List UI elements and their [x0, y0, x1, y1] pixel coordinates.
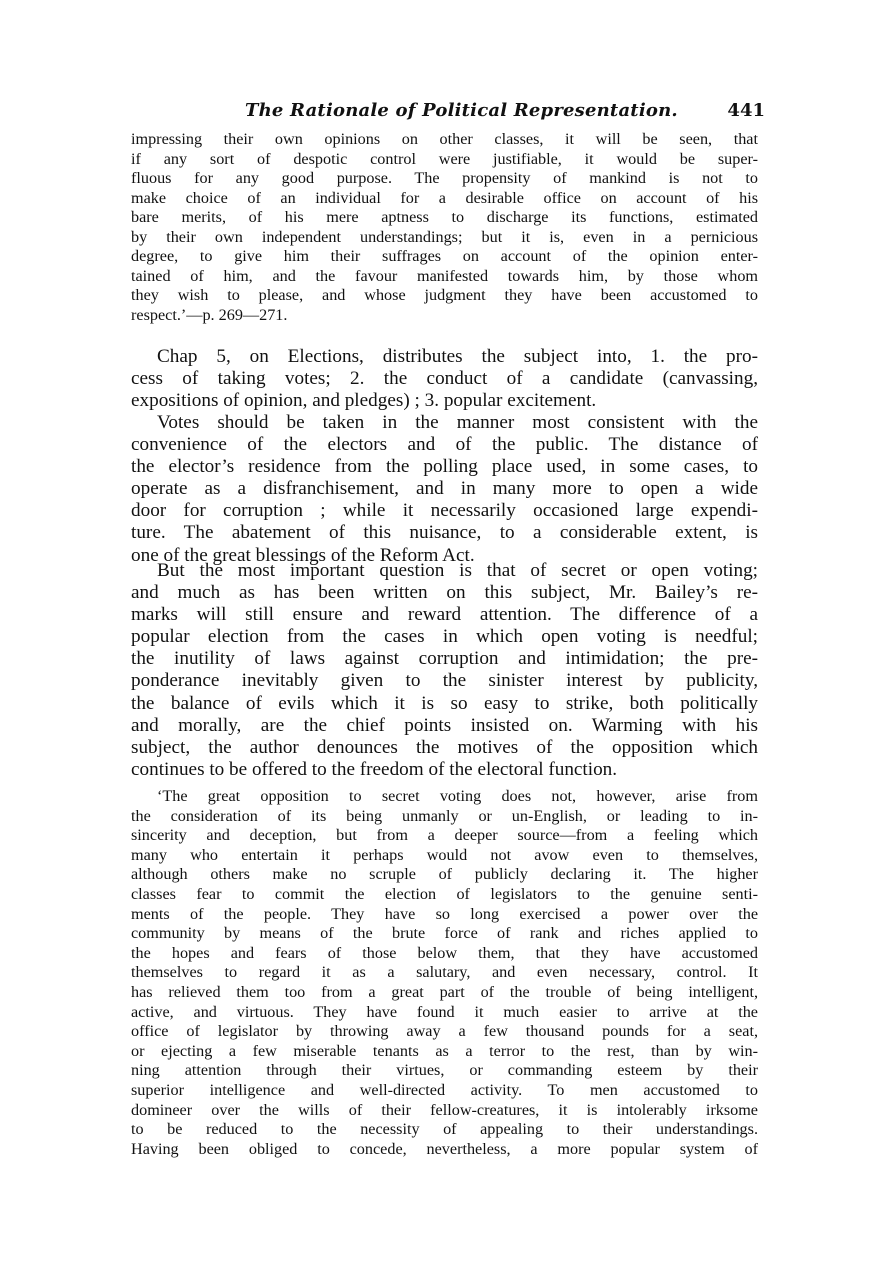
text-line: fluous for any good purpose. The propensity of mankind is not to: [131, 169, 758, 187]
text-line: impressing their own opinions on other classes, it will be seen, that: [131, 130, 758, 148]
running-head: [245, 100, 765, 130]
text-line: ning attention through their virtues, or commanding esteem by their: [131, 1061, 758, 1080]
text-line: superior intelligence and well-directed activity. To men accustomed to: [131, 1080, 758, 1099]
text-line: has relieved them too from a great part of the trouble of being intelligent,: [131, 982, 758, 1001]
text-line: themselves to regard it as a salutary, and even necessary, control. It: [131, 963, 758, 982]
text-line: or ejecting a few miserable tenants as a terror to the rest, than by win-: [131, 1041, 758, 1060]
text-line: popular election from the cases in which open voting is needful;: [131, 626, 758, 648]
text-line: classes fear to commit the election of legislators to the genuine senti-: [131, 884, 758, 903]
text-line: the hopes and fears of those below them, that they have accustomed: [131, 943, 758, 962]
text-line: by their own independent understandings; but it is, even in a pernicious: [131, 227, 758, 246]
text-line: door for corruption ; while it necessarily occasioned large expendi-: [131, 500, 758, 522]
text-line: and much as has been written on this subject, Mr. Bailey’s re-: [131, 582, 758, 604]
text-line: the inutility of laws against corruption and intimidation; the pre-: [131, 648, 758, 670]
text-line: bare merits, of his mere aptness to discharge its functions, estimated: [131, 208, 758, 226]
text-line: active, and virtuous. They have found it much easier to arrive at the: [131, 1002, 758, 1021]
paragraph-votes: [131, 412, 758, 567]
paragraph-open-voting: [131, 560, 758, 781]
text-line: expositions of opinion, and pledges) ; 3. popular excitement.: [131, 390, 597, 412]
text-line: convenience of the electors and of the public. The distance of: [131, 434, 758, 456]
text-line: ponderance inevitably given to the sinister interest by publicity,: [131, 670, 758, 692]
text-line: many who entertain it perhaps would not avow even to themselves,: [131, 845, 758, 864]
text-line: the elector’s residence from the polling place used, in some cases, to: [131, 456, 758, 478]
text-line: community by means of the brute force of rank and riches applied to: [131, 924, 758, 943]
text-line: Votes should be taken in the manner most consistent with the: [157, 412, 758, 433]
quoted-passage-bottom: [131, 787, 758, 1159]
text-line: tained of him, and the favour manifested towards him, by those whom: [131, 266, 758, 285]
text-line: sincerity and deception, but from a deeper source—from a feeling which: [131, 826, 758, 845]
text-line: Chap 5, on Elections, distributes the subject into, 1. the pro-: [157, 346, 758, 367]
text-line: they wish to please, and whose judgment they have been accustomed to: [131, 286, 758, 304]
text-line: degree, to give him their suffrages on account of the opinion enter-: [131, 247, 758, 265]
text-line: if any sort of despotic control were justifiable, it would be super-: [131, 149, 758, 168]
quoted-passage-top: [131, 130, 758, 325]
text-line: the consideration of its being unmanly or un-English, or leading to in-: [131, 806, 758, 825]
running-title: The Rationale of Political Representation.: [245, 100, 678, 121]
text-line: domineer over the wills of their fellow-creatures, it is intolerably irksome: [131, 1100, 758, 1119]
text-line: office of legislator by throwing away a few thousand pounds for a seat,: [131, 1022, 758, 1041]
text-line: operate as a disfranchisement, and in many more to open a wide: [131, 478, 758, 500]
text-line: and morally, are the chief points insisted on. Warming with his: [131, 714, 758, 736]
page-number: 441: [727, 100, 765, 121]
paragraph-chap5: [131, 346, 758, 412]
text-line: continues to be offered to the freedom of the electoral function.: [131, 758, 618, 780]
text-line: one of the great blessings of the Reform Act.: [131, 544, 475, 566]
text-line: cess of taking votes; 2. the conduct of a candidate (canvassing,: [131, 368, 758, 390]
text-line: ture. The abatement of this nuisance, to a considerable extent, is: [131, 522, 758, 544]
text-line: marks will still ensure and reward attention. The difference of a: [131, 604, 758, 626]
text-line: ‘The great opposition to secret voting does not, however, arise from: [157, 787, 758, 805]
text-line: to be reduced to the necessity of appealing to their understandings.: [131, 1120, 758, 1139]
text-line: the balance of evils which it is so easy to strike, both politically: [131, 692, 758, 714]
text-line: ments of the people. They have so long exercised a power over the: [131, 904, 758, 923]
text-line: subject, the author denounces the motives of the opposition which: [131, 736, 758, 758]
text-line: respect.’—p. 269—271.: [131, 305, 288, 324]
text-line: But the most important question is that of secret or open voting;: [157, 560, 758, 581]
text-line: Having been obliged to concede, nevertheless, a more popular system of: [131, 1139, 758, 1158]
text-line: although others make no scruple of publicly declaring it. The higher: [131, 865, 758, 884]
text-line: make choice of an individual for a desirable office on account of his: [131, 188, 758, 207]
